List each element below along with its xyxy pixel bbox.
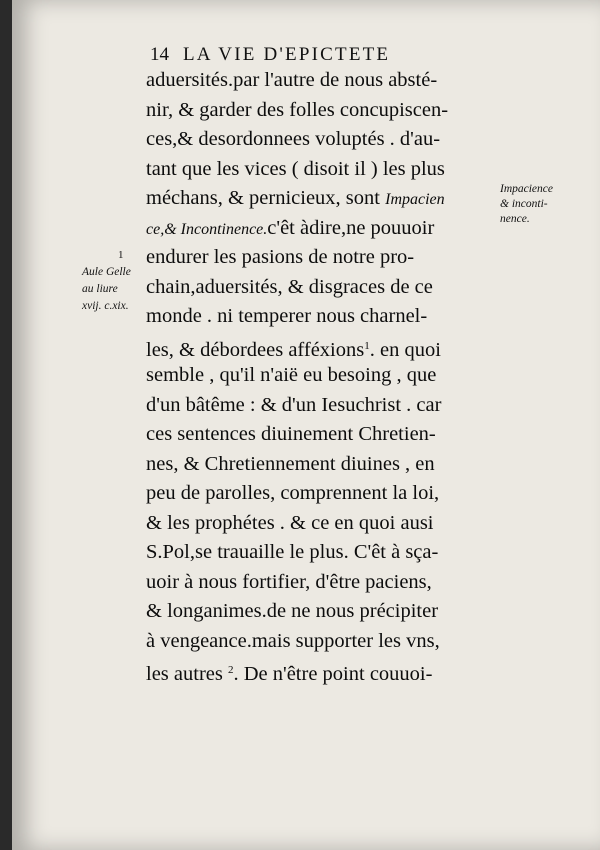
text-segment: les, & débordees afféxions <box>146 338 365 361</box>
footnote-mark: 1 <box>364 339 370 352</box>
main-text-block <box>146 66 496 686</box>
footnote-mark: 2 <box>227 664 234 676</box>
running-head <box>150 44 390 66</box>
text-segment: méchans, & pernicieux, sont <box>146 187 386 209</box>
book-page <box>12 0 600 850</box>
text-line <box>146 332 496 362</box>
text-segment: c'êt àdire,ne pouuoir <box>267 216 435 239</box>
text-line: semble , qu'il n'aië eu besoing , que <box>146 364 437 386</box>
text-line: nir, & garder des folles concupiscen- <box>146 98 449 121</box>
text-line: à vengeance.mais supporter les vns, <box>146 629 440 652</box>
right-margin-note <box>500 182 590 227</box>
text-line: monde . ni temperer nous charnel- <box>146 305 428 327</box>
text-line: chain,aduersités, & disgraces de ce <box>146 275 433 298</box>
text-segment: . en quoi <box>369 338 441 361</box>
page-number: 14 <box>150 44 169 65</box>
text-line: ces,& desordonnees voluptés . d'au- <box>146 128 441 150</box>
text-line: S.Pol,se trauaille le plus. C'êt à sça- <box>146 541 439 563</box>
text-segment: les autres <box>146 663 228 685</box>
margin-note-line: xvij. c.xix. <box>82 300 129 312</box>
margin-note-line: & inconti- <box>500 198 548 210</box>
running-title: LA VIE D'EPICTETE <box>183 44 391 65</box>
text-line: d'un bâtême : & d'un Iesuchrist . car <box>146 393 442 416</box>
text-line <box>146 214 496 244</box>
text-line: & les prophétes . & ce en quoi ausi <box>146 511 434 534</box>
text-line: endurer les pasions de notre pro- <box>146 246 415 268</box>
margin-note-line: Impacience <box>500 183 553 195</box>
text-line: ces sentences diuinement Chretien- <box>146 423 436 445</box>
italic-term: ce,& Incontinence. <box>146 220 268 238</box>
text-line: aduersités.par l'autre de nous absté- <box>146 69 438 91</box>
left-margin-note <box>82 247 152 315</box>
text-line: peu de parolles, comprennent la loi, <box>146 482 440 504</box>
margin-note-line: au liure <box>82 283 118 295</box>
text-line: uoir à nous fortifier, d'être paciens, <box>146 570 432 593</box>
margin-note-line: Aule Gelle <box>82 266 131 278</box>
margin-note-number: 1 <box>118 249 124 261</box>
italic-term: Impacien <box>385 191 445 208</box>
text-line: nes, & Chretiennement diuines , en <box>146 452 435 475</box>
margin-note-line: nence. <box>500 213 530 225</box>
text-line: & longanimes.de ne nous précipiter <box>146 600 439 622</box>
text-segment: . De n'être point couuoi- <box>233 663 433 685</box>
text-line <box>146 656 496 686</box>
text-line <box>146 184 496 214</box>
text-line: tant que les vices ( disoit il ) les plus <box>146 157 445 180</box>
